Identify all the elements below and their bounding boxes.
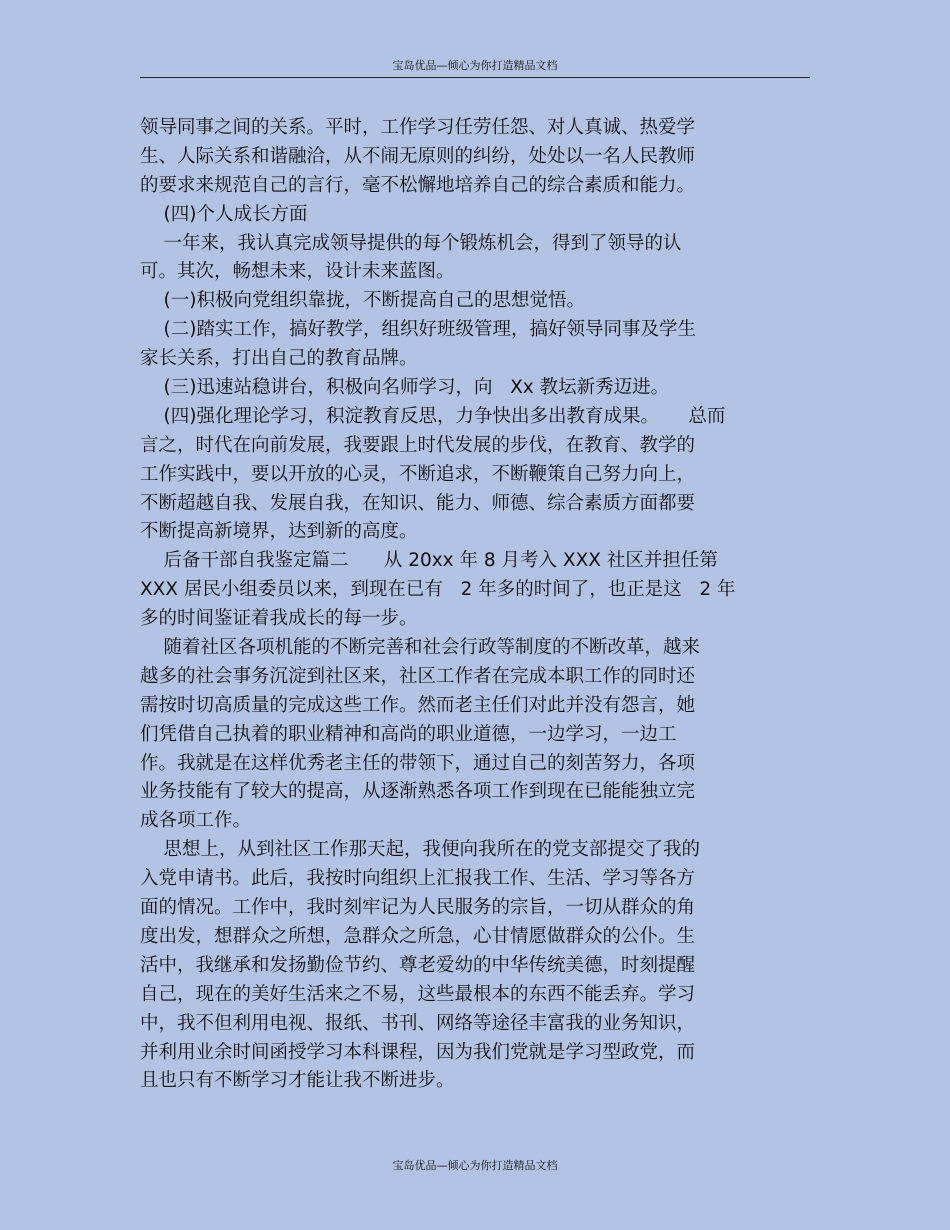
page-footer: 宝岛优品—倾心为你打造精品文档 — [392, 1159, 558, 1172]
text-line: 业务技能有了较大的提高，从逐渐熟悉各项工作到现在已能能独立完 — [140, 781, 696, 803]
text-line: 思想上，从到社区工作那天起，我便向我所在的党支部提交了我的 — [140, 839, 701, 861]
document-body — [140, 114, 810, 1096]
text-line: 度出发，想群众之所想，急群众之所急，心甘情愿做群众的公仆。生 — [140, 925, 696, 947]
text-line: 作。我就是在这样优秀老主任的带领下，通过自己的刻苦努力，各项 — [140, 752, 696, 774]
text-line: 后备干部自我鉴定篇二 从 20xx 年 8 月考入 XXX 社区并担任第 — [140, 550, 718, 572]
text-line: 生、人际关系和谐融洽，从不闹无原则的纠纷，处处以一名人民教师 — [140, 145, 696, 167]
text-line: 家长关系，打出自己的教育品牌。 — [140, 348, 418, 370]
text-line: 领导同事之间的关系。平时，工作学习任劳任怨、对人真诚、热爱学 — [140, 117, 696, 138]
text-line: 随着社区各项机能的不断完善和社会行政等制度的不断改革，越来 — [140, 637, 701, 659]
text-line: 且也只有不断学习才能让我不断进步。 — [140, 1070, 455, 1092]
text-line: 工作实践中，要以开放的心灵，不断追求，不断鞭策自己努力向上， — [140, 463, 696, 485]
text-line: 活中，我继承和发扬勤俭节约、尊老爱幼的中华传统美德，时刻提醒 — [140, 954, 696, 976]
text-line: XXX 居民小组委员以来，到现在已有 2 年多的时间了，也正是这 2 年 — [140, 579, 736, 601]
text-line: 成各项工作。 — [140, 810, 252, 832]
text-line: 言之，时代在向前发展，我要跟上时代发展的步伐，在教育、教学的 — [140, 434, 696, 456]
page-header: 宝岛优品—倾心为你打造精品文档 — [392, 59, 558, 72]
text-line: 需按时切高质量的完成这些工作。然而老主任们对此并没有怨言，她 — [140, 694, 696, 716]
text-line: 不断超越自我、发展自我，在知识、能力、师德、综合素质方面都要 — [140, 492, 696, 514]
text-line: 中，我不但利用电视、报纸、书刊、网络等途径丰富我的业务知识， — [140, 1012, 696, 1034]
section-heading: (四)个人成长方面 — [140, 203, 308, 225]
list-item: (一)积极向党组织靠拢，不断提高自己的思想觉悟。 — [140, 290, 585, 312]
list-item: (二)踏实工作，搞好教学，组织好班级管理，搞好领导同事及学生 — [140, 319, 696, 341]
text-line: 的要求来规范自己的言行，毫不松懈地培养自己的综合素质和能力。 — [140, 174, 696, 196]
header-divider — [140, 77, 810, 78]
text-line: 自己，现在的美好生活来之不易，这些最根本的东西不能丢弃。学习 — [140, 983, 696, 1005]
text-line: 多的时间鉴证着我成长的每一步。 — [140, 608, 418, 630]
text-line: 面的情况。工作中，我时刻牢记为人民服务的宗旨，一切从群众的角 — [140, 897, 696, 919]
text-line: 们凭借自己执着的职业精神和高尚的职业道德，一边学习，一边工 — [140, 723, 677, 745]
list-item: (四)强化理论学习，积淀教育反思，力争快出多出教育成果。 总而 — [140, 405, 726, 427]
text-line: 可。其次，畅想未来，设计未来蓝图。 — [140, 261, 455, 283]
text-line: 入党申请书。此后，我按时向组织上汇报我工作、生活、学习等各方 — [140, 868, 696, 890]
list-item: (三)迅速站稳讲台，积极向名师学习，向 Xx 教坛新秀迈进。 — [140, 377, 670, 399]
text-line: 不断提高新境界，达到新的高度。 — [140, 521, 418, 543]
text-line: 并利用业余时间函授学习本科课程，因为我们党就是学习型政党，而 — [140, 1041, 696, 1063]
text-line: 越多的社会事务沉淀到社区来，社区工作者在完成本职工作的同时还 — [140, 665, 696, 687]
text-line: 一年来，我认真完成领导提供的每个锻炼机会，得到了领导的认 — [140, 232, 682, 254]
